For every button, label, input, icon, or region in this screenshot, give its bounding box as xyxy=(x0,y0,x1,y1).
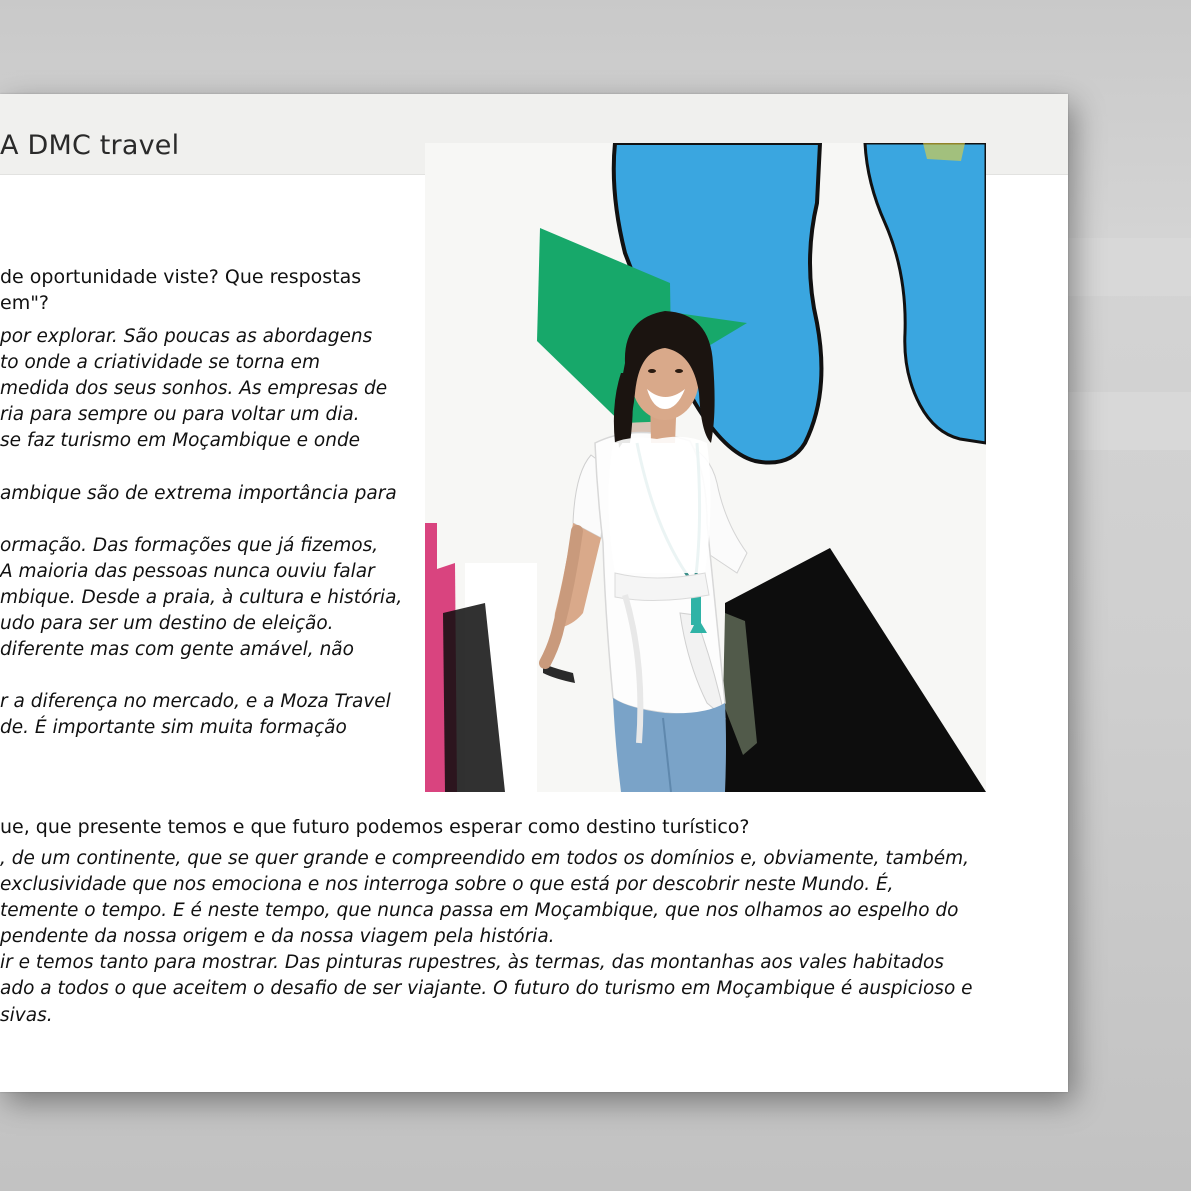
article-window xyxy=(0,94,1068,1092)
interview-answer: por explorar. São poucas as abordagens to onde a criatividade se torna em medida dos seus sonhos. As empresas de ria para sempre ou para voltar um dia. se faz turismo em Moçambique e onde ambique são de extrema importância para ormação. Das formações que já fizemos, A maioria das pessoas nunca ouviu falar mbique. Desde a praia, à cultura e história, udo para ser um destino de eleição. diferente mas com gente amável, não r a diferença no mercado, e a Moza Travel de. É importante sim muita formação xyxy=(0,326,403,739)
interview-answer: , de um continente, que se quer grande e compreendido em todos os domínios e, obviamente, também, exclusividade que nos emociona e nos interroga sobre o que está por descobrir neste Mundo. É, temente o tempo. E é neste tempo, que nunca passa em Moçambique, que nos olhamos ao espelho do pendente da nossa origem e da nossa viagem pela história. ir e temos tanto para mostrar. Das pinturas rupestres, às termas, das montanhas aos vales habitados ado a todos o que aceitem o desafio de ser viajante. O futuro do turismo em Moçambique é auspicioso e sivas. xyxy=(0,848,973,1026)
page-title: A DMC travel xyxy=(0,130,180,161)
portrait-photo-illustration xyxy=(425,143,986,792)
portrait-photo xyxy=(425,143,986,792)
interview-question: ue, que presente temos e que futuro podemos esperar como destino turístico? xyxy=(0,816,750,838)
interview-section-2 xyxy=(0,814,1060,1029)
interview-question: de oportunidade viste? Que respostas em"? xyxy=(0,266,362,314)
interview-section-1 xyxy=(0,264,420,742)
